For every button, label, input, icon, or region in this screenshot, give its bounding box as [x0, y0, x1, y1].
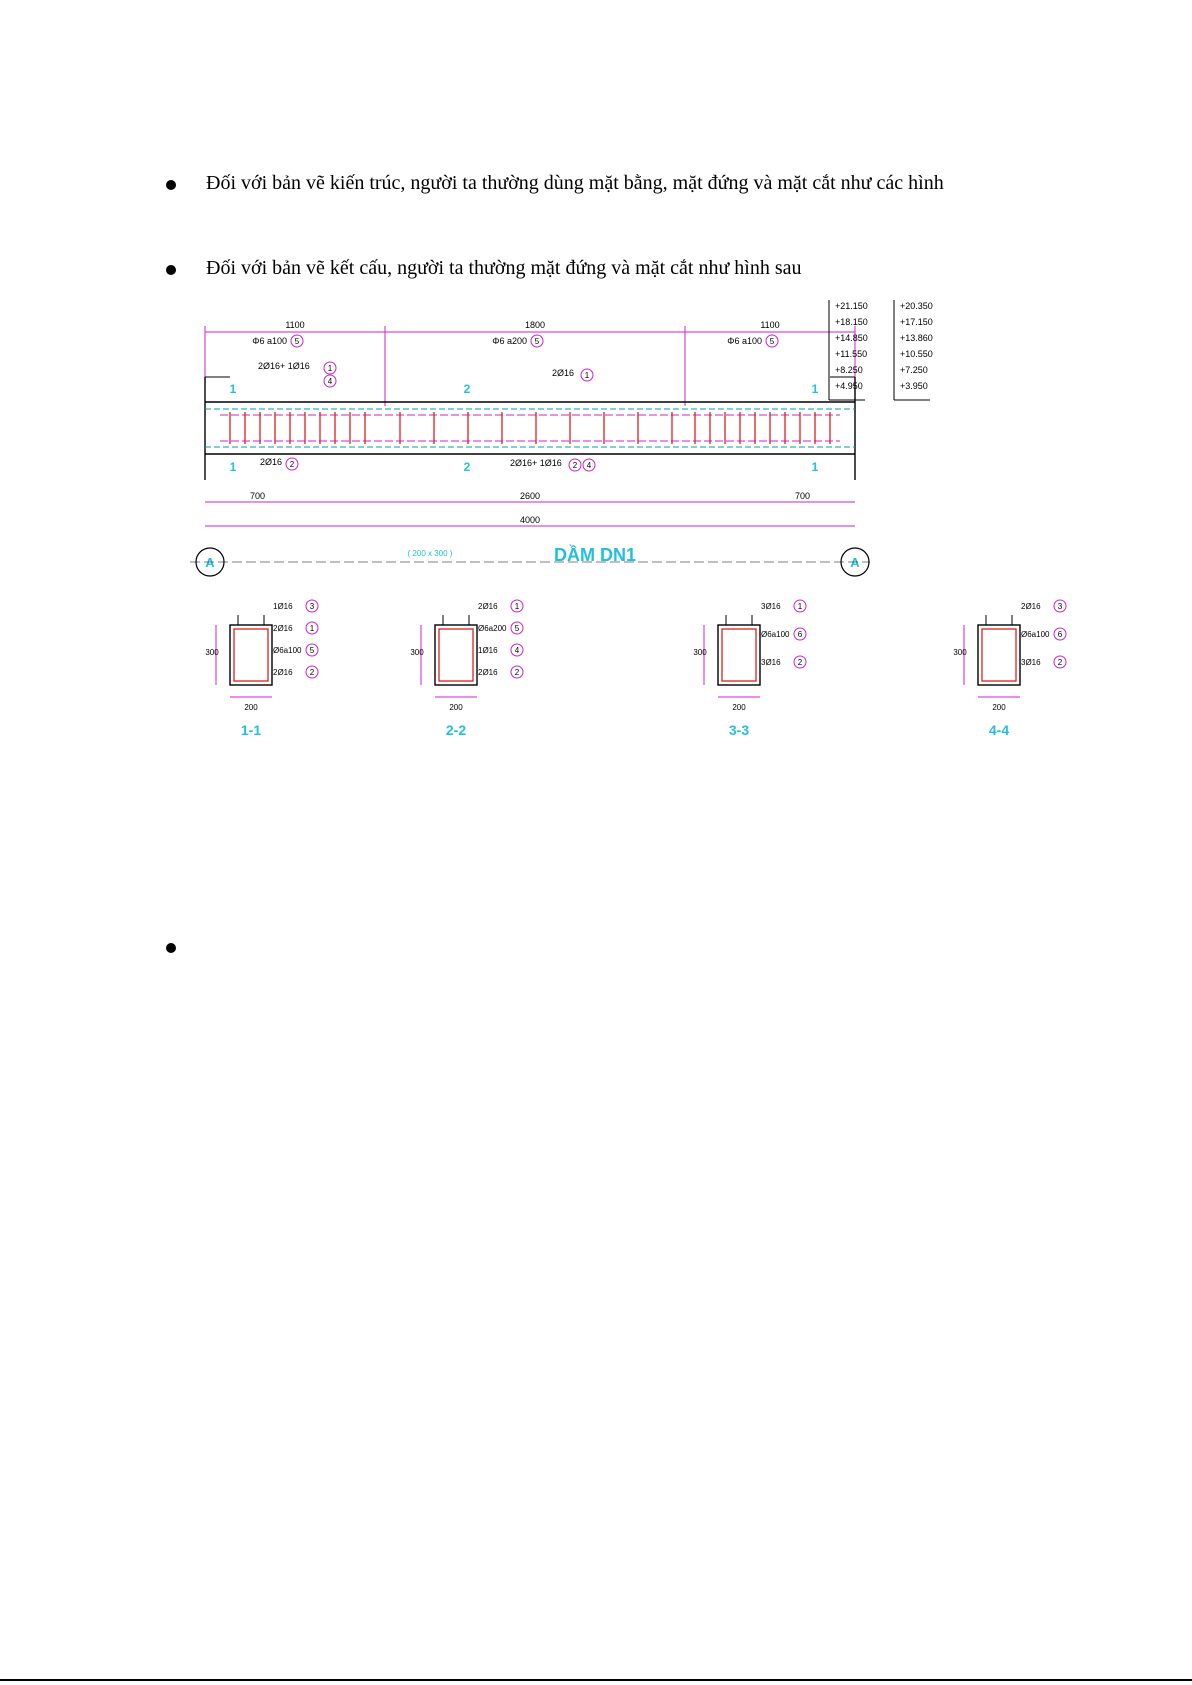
level-col2-5: +3.950: [900, 381, 928, 391]
bottom-bar-left-label: 2Ø16: [260, 457, 283, 467]
section-1-tag-1-number: 5: [514, 624, 520, 633]
section-2-outline: [718, 625, 760, 685]
level-col1-0: +21.150: [835, 301, 868, 311]
stirrup-tag-2-number: 5: [769, 337, 775, 346]
section-3-label-2: 3Ø16: [1021, 658, 1041, 667]
level-col2-4: +7.250: [900, 365, 928, 375]
section-1-label-0: 2Ø16: [478, 602, 498, 611]
section-0-label-0: 1Ø16: [273, 602, 293, 611]
level-col1-4: +8.250: [835, 365, 863, 375]
section-2-width: 200: [732, 703, 746, 712]
paragraph-architecture: Đối với bản vẽ kiến trúc, người ta thường dùng mặt bằng, mặt đứng và mặt cắt như các hình: [206, 172, 944, 194]
section-3-tag-1-number: 6: [1057, 630, 1063, 639]
bullet-2: [166, 265, 176, 275]
stirrup-label-0: Φ6 a100: [252, 336, 287, 346]
section-2-title: 3-3: [728, 722, 750, 738]
level-col1-3: +11.550: [835, 349, 868, 359]
section-1-stirrup: [439, 629, 473, 681]
section-0-tag-3-number: 2: [309, 668, 315, 677]
section-1-label-1: Ø6a200: [478, 624, 507, 633]
section-3-label-1: Ø6a100: [1021, 630, 1050, 639]
total-dim-label: 4000: [519, 515, 541, 525]
top-bar-mid-label: 2Ø16: [552, 368, 575, 378]
section-0-tag-0-number: 3: [309, 602, 315, 611]
section-0-tag-1-number: 1: [309, 624, 315, 633]
section-3-stirrup: [982, 629, 1016, 681]
section-mark-top-0: 1: [229, 382, 237, 396]
section-2-label-1: Ø6a100: [761, 630, 790, 639]
section-2-label-2: 3Ø16: [761, 658, 781, 667]
section-1-label-2: 1Ø16: [478, 646, 498, 655]
top-bar-mid-tag-number: 1: [584, 371, 590, 380]
stirrup-label-1: Φ6 a200: [492, 336, 527, 346]
section-3-label-0: 2Ø16: [1021, 602, 1041, 611]
section-2-height: 300: [693, 648, 707, 657]
span-label-1: 1800: [524, 320, 546, 330]
section-3-tag-0-number: 3: [1057, 602, 1063, 611]
stirrup-label-2: Φ6 a100: [727, 336, 762, 346]
section-3-height: 300: [953, 648, 967, 657]
level-col1-5: +4.950: [835, 381, 863, 391]
section-0-width: 200: [244, 703, 258, 712]
section-1-width: 200: [449, 703, 463, 712]
section-2-tag-1-number: 6: [797, 630, 803, 639]
bottom-bar-left-tag-number: 2: [289, 460, 295, 469]
beam-size-label: ( 200 x 300 ): [407, 549, 453, 558]
section-1-tag-2-number: 4: [514, 646, 520, 655]
section-3-tag-2-number: 2: [1057, 658, 1063, 667]
span-label-2: 1100: [760, 320, 780, 330]
section-0-stirrup: [234, 629, 268, 681]
grid-bubble-left-label: A: [205, 555, 215, 570]
bullet-3: [166, 943, 176, 953]
bottom-bar-mid-tag-4-number: 4: [586, 461, 592, 470]
bottom-bar-mid-label: 2Ø16+ 1Ø16: [510, 458, 562, 468]
lower-dim-label-1: 2600: [519, 491, 541, 501]
section-mark-bottom-0: 1: [229, 460, 237, 474]
section-0-height: 300: [205, 648, 219, 657]
bottom-bar-mid-tag-2-number: 2: [572, 461, 578, 470]
section-1-height: 300: [410, 648, 424, 657]
section-mark-top-2: 1: [811, 382, 819, 396]
level-col2-2: +13.860: [900, 333, 933, 343]
section-3-outline: [978, 625, 1020, 685]
level-col2-1: +17.150: [900, 317, 933, 327]
lower-dim-label-2: 700: [794, 491, 811, 501]
section-mark-bottom-2: 1: [811, 460, 819, 474]
stirrup-tag-0-number: 5: [294, 337, 300, 346]
section-2-stirrup: [722, 629, 756, 681]
level-col1-2: +14.850: [835, 333, 868, 343]
level-col2-3: +10.550: [900, 349, 933, 359]
beam-title: DẦM DN1: [553, 545, 637, 565]
section-mark-top-1: 2: [463, 382, 471, 396]
level-col1-1: +18.150: [835, 317, 868, 327]
top-bar-left-tag-4-number: 4: [327, 377, 333, 386]
section-0-tag-2-number: 5: [309, 646, 315, 655]
top-bar-left-tag-1-number: 1: [327, 364, 333, 373]
section-0-label-2: Ø6a100: [273, 646, 302, 655]
section-0-label-1: 2Ø16: [273, 624, 293, 633]
section-0-label-3: 2Ø16: [273, 668, 293, 677]
section-1-label-3: 2Ø16: [478, 668, 498, 677]
section-3-title: 4-4: [988, 722, 1010, 738]
span-label-0: 1100: [285, 320, 305, 330]
beam-drawing: [170, 300, 1090, 800]
section-1-outline: [435, 625, 477, 685]
section-2-tag-0-number: 1: [797, 602, 803, 611]
section-2-tag-2-number: 2: [797, 658, 803, 667]
level-col2-0: +20.350: [900, 301, 933, 311]
section-1-tag-0-number: 1: [514, 602, 520, 611]
bullet-1: [166, 180, 176, 190]
paragraph-structure: Đối với bản vẽ kết cấu, người ta thường mặt đứng và mặt cắt như hình sau: [206, 257, 802, 279]
section-1-tag-3-number: 2: [514, 668, 520, 677]
stirrup-tag-1-number: 5: [534, 337, 540, 346]
section-mark-bottom-1: 2: [463, 460, 471, 474]
grid-bubble-right-label: A: [850, 555, 860, 570]
top-bar-left-label: 2Ø16+ 1Ø16: [258, 361, 310, 371]
section-0-title: 1-1: [240, 722, 262, 738]
section-3-width: 200: [992, 703, 1006, 712]
section-1-title: 2-2: [445, 722, 467, 738]
page-bottom-rule: [0, 1679, 1192, 1681]
lower-dim-label-0: 700: [249, 491, 266, 501]
section-2-label-0: 3Ø16: [761, 602, 781, 611]
section-0-outline: [230, 625, 272, 685]
